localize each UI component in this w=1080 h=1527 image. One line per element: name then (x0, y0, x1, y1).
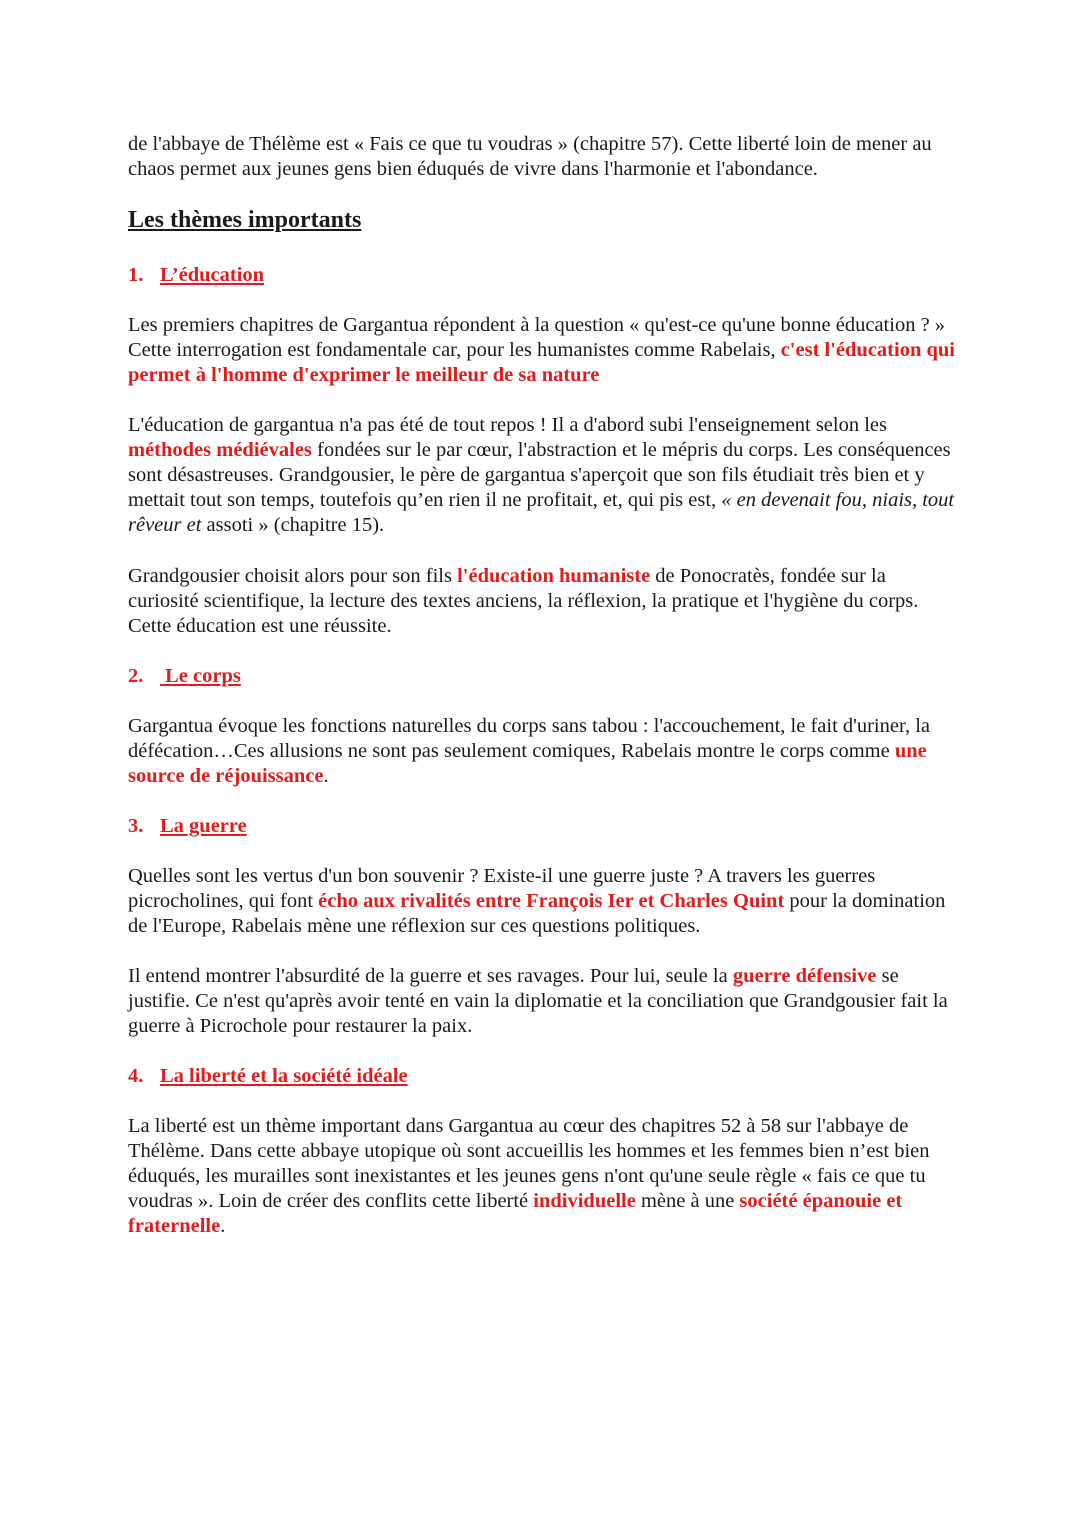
guerre-paragraph-1 (128, 864, 958, 939)
text-run: Grandgousier choisit alors pour son fils (128, 565, 458, 587)
section-title: Les thèmes importants (128, 207, 362, 233)
corps-paragraph-1 (128, 714, 958, 789)
text-run: se justifie. Ce n'est qu'après avoir tenté en vain la diplomatie et la conciliation que Grandgousier fait la guerre à Picrochole pour restaurer la paix. (128, 965, 948, 1037)
theme-title: La guerre (160, 815, 247, 837)
text-run: Il entend montrer l'absurdité de la guerre et ses ravages. Pour lui, seule la (128, 965, 733, 987)
text-run: mène à une (635, 1190, 740, 1212)
text-run: La liberté est un thème important dans Gargantua au cœur des chapitres 52 à 58 sur l'abbaye de Thélème. Dans cette abbaye utopique où sont accueillis les hommes et les femmes bien n’est bien éduqués, les murailles sont inexistantes et les jeunes gens n'ont qu'une seule règle « fais ce que tu voudras ». Loin de créer des conflits cette liberté (128, 1115, 930, 1212)
theme-heading-education (128, 263, 264, 288)
education-paragraph-3 (128, 564, 958, 639)
quote-italic: « en devenait fou, niais, tout rêveur et (128, 489, 955, 536)
highlight: méthodes médiévales (128, 439, 312, 461)
highlight: individuelle (533, 1190, 636, 1212)
theme-title: L’éducation (160, 264, 265, 286)
text-run: Les premiers chapitres de Gargantua répondent à la question « qu'est-ce qu'une bonne éducation ? » Cette interrogation est fondamentale car, pour les humanistes comme Rabelais, (128, 314, 946, 361)
theme-title: Le corps (160, 665, 241, 687)
theme-heading-guerre (128, 814, 247, 839)
theme-heading-liberte (128, 1064, 408, 1089)
text-run: fondées sur le par cœur, l'abstraction et le mépris du corps. Les conséquences sont désastreuses. Grandgousier, le père de gargantua s'aperçoit que son fils étudiait très bien et y mettait tout son temps, toutefois qu’en rien il ne profitait, et, qui pis est, (128, 439, 951, 511)
highlight: guerre défensive (732, 965, 877, 987)
education-paragraph-2 (128, 413, 958, 538)
theme-number: 3. (128, 815, 144, 837)
theme-number: 1. (128, 264, 144, 286)
highlight: c'est l'éducation qui permet à l'homme d'exprimer le meilleur de sa nature (128, 339, 955, 386)
text-run: Quelles sont les vertus d'un bon souvenir ? Existe-il une guerre juste ? A travers les guerres picrocholines, qui font (128, 865, 876, 912)
highlight: écho aux rivalités entre François Ier et Charles Quint (318, 890, 785, 912)
intro-paragraph: de l'abbaye de Thélème est « Fais ce que tu voudras » (chapitre 57). Cette liberté loin de mener au chaos permet aux jeunes gens bien éduqués de vivre dans l'harmonie et l'abondance. (128, 133, 932, 180)
liberte-paragraph-1 (128, 1114, 958, 1239)
text-run: L'éducation de gargantua n'a pas été de tout repos ! Il a d'abord subi l'enseignement selon les (128, 414, 887, 436)
education-paragraph-1 (128, 313, 958, 388)
text-run: pour la domination de l'Europe, Rabelais mène une réflexion sur ces questions politiques. (128, 890, 946, 937)
theme-number: 2. (128, 665, 144, 687)
theme-title: La liberté et la société idéale (160, 1065, 408, 1087)
text-run: Gargantua évoque les fonctions naturelles du corps sans tabou : l'accouchement, le fait d'uriner, la défécation…Ces allusions ne sont pas seulement comiques, Rabelais montre le corps comme (128, 715, 931, 762)
highlight: société épanouie et fraternelle (128, 1190, 903, 1237)
text-run: . (323, 765, 329, 787)
highlight: une source de réjouissance (128, 740, 927, 787)
text-run: . (220, 1215, 226, 1237)
text-run: de Ponocratès, fondée sur la curiosité scientifique, la lecture des textes anciens, la réflexion, la pratique et l'hygiène du corps. Cette éducation est une réussite. (128, 565, 919, 637)
highlight: l'éducation humaniste (457, 565, 651, 587)
theme-heading-corps (128, 664, 241, 689)
text-run: assoti » (chapitre 15). (201, 514, 385, 536)
theme-number: 4. (128, 1065, 144, 1087)
guerre-paragraph-2 (128, 964, 958, 1039)
